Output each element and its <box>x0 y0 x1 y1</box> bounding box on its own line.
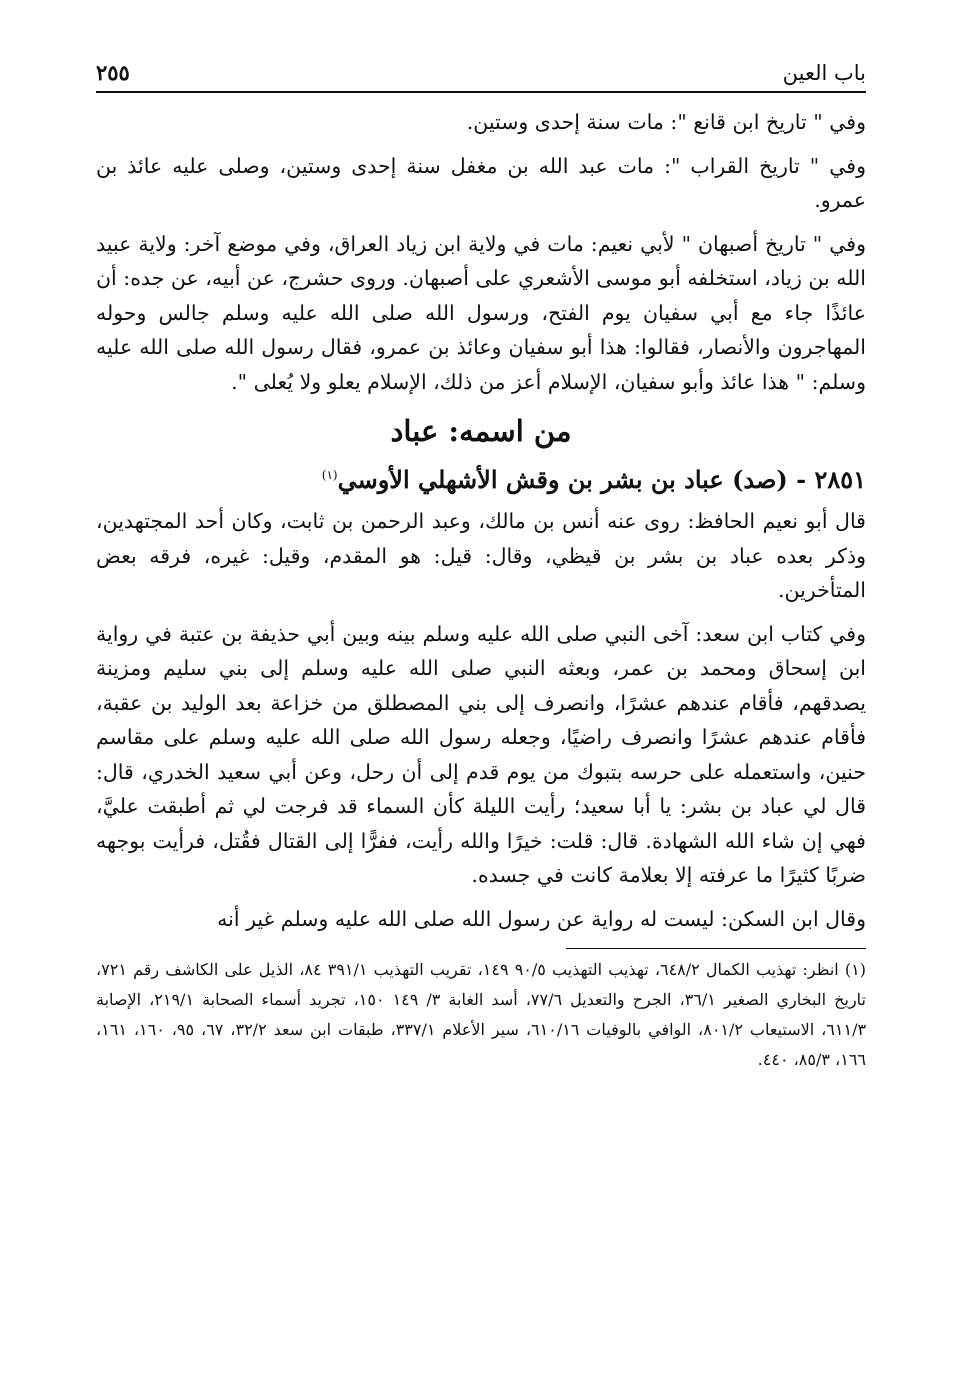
paragraph-qurrab: وفي " تاريخ القراب ": مات عبد الله بن مغفل سنة إحدى وستين، وصلى عليه عائذ بن عمرو. <box>96 153 866 212</box>
page-number: ٢٥٥ <box>96 60 130 85</box>
entry-heading <box>96 455 866 500</box>
footnote: (١) انظر: تهذيب الكمال ٦٤٨/٢، تهذيب التهذيب ٩٠/٥ ١٤٩، تقريب التهذيب ٣٩١/١ ٨٤، الذيل على الكاشف رقم ٧٢١، تاريخ البخاري الصغير ٣٦/١، الجرح والتعديل ٧٧/٦، أسد الغابة ٣/ ١٤٩ ١٥٠، تجريد أسماء الصحابة ٢١٩/١، الإصابة ٦١١/٣، الاستيعاب ٨٠١/٢، الوافي بالوفيات ٦١٠/١٦، سير الأعلام ٣٣٧/١، طبقات ابن سعد ٣٢/٢، ٦٧، ٩٥، ١٦٠، ١٦١، ١٦٦، ٨٥/٣، ٤٤٠. <box>96 960 867 1069</box>
book-page <box>96 60 866 1075</box>
footnote-separator <box>566 948 866 949</box>
page-header <box>96 60 866 93</box>
paragraph-ibn-saad: وفي كتاب ابن سعد: آخى النبي صلى الله عليه وسلم بينه وبين أبي حذيفة بن عتبة في رواية ابن إسحاق ومحمد بن عمر، وبعثه النبي صلى الله عليه وسلم إلى بني سليم ومزينة يصدقهم، فأقام عندهم عشرًا، وانصرف إلى بني المصطلق من خزاعة بعد الوليد بن عقبة، فأقام عندهم عشرًا وانصرف راضيًا، وجعله رسول الله صلى الله عليه وسلم على مقاسم حنين، واستعمله على حرسه بتبوك من يوم قدم إلى أن رحل، وعن أبي سعيد الخدري، قال: قال لي عباد بن بشر: يا أبا سعيد؛ رأيت الليلة كأن السماء قد فرجت لي ثم أطبقت عليَّ، فهي إن شاء الله الشهادة. قال: قلت: خيرًا والله رأيت، ففرًّا إلى القتال فقُتل، فرأيت بوجهه ضربًا كثيرًا ما عرفته إلا بعلامة كانت في جسده. <box>96 621 866 887</box>
section-title: من اسمه: عباد <box>390 414 572 448</box>
paragraph-ibn-qani: وفي " تاريخ ابن قانع ": مات سنة إحدى وستين. <box>466 110 866 134</box>
paragraph-abu-nuaym: قال أبو نعيم الحافظ: روى عنه أنس بن مالك، وعبد الرحمن بن ثابت، وكان أحد المجتهدين، وذكر بعده عباد بن بشر بن قيظي، وقال: قيل: هو المقدم، وقيل: غيره، فرقه بعض المتأخرين. <box>96 509 866 602</box>
paragraph-isbahan: وفي " تاريخ أصبهان " لأبي نعيم: مات في ولاية ابن زياد العراق، وفي موضع آخر: ولاية عبيد الله بن زياد، استخلفه أبو موسى الأشعري على أصبهان. وروى حشرج، عن أبيه، عن جده: أن عائذًا جاء مع أبي سفيان يوم الفتح، ورسول الله صلى الله عليه وسلم جالس وحوله المهاجرون والأنصار، فقالوا: هذا أبو سفيان وعائذ بن عمرو، فقال رسول الله صلى الله عليه وسلم: " هذا عائذ وأبو سفيان، الإسلام أعز من ذلك، الإسلام يعلو ولا يُعلى ". <box>96 231 866 394</box>
paragraph-ibn-sakan: وقال ابن السكن: ليست له رواية عن رسول الله صلى الله عليه وسلم غير أنه <box>217 906 866 931</box>
page-body <box>96 105 866 936</box>
footnote-mark: (١) <box>321 468 338 482</box>
chapter-title: باب العين <box>782 61 866 85</box>
entry-heading-text: ٢٨٥١ - (صد) عباد بن بشر بن وقش الأشهلي الأوسي <box>337 465 866 494</box>
